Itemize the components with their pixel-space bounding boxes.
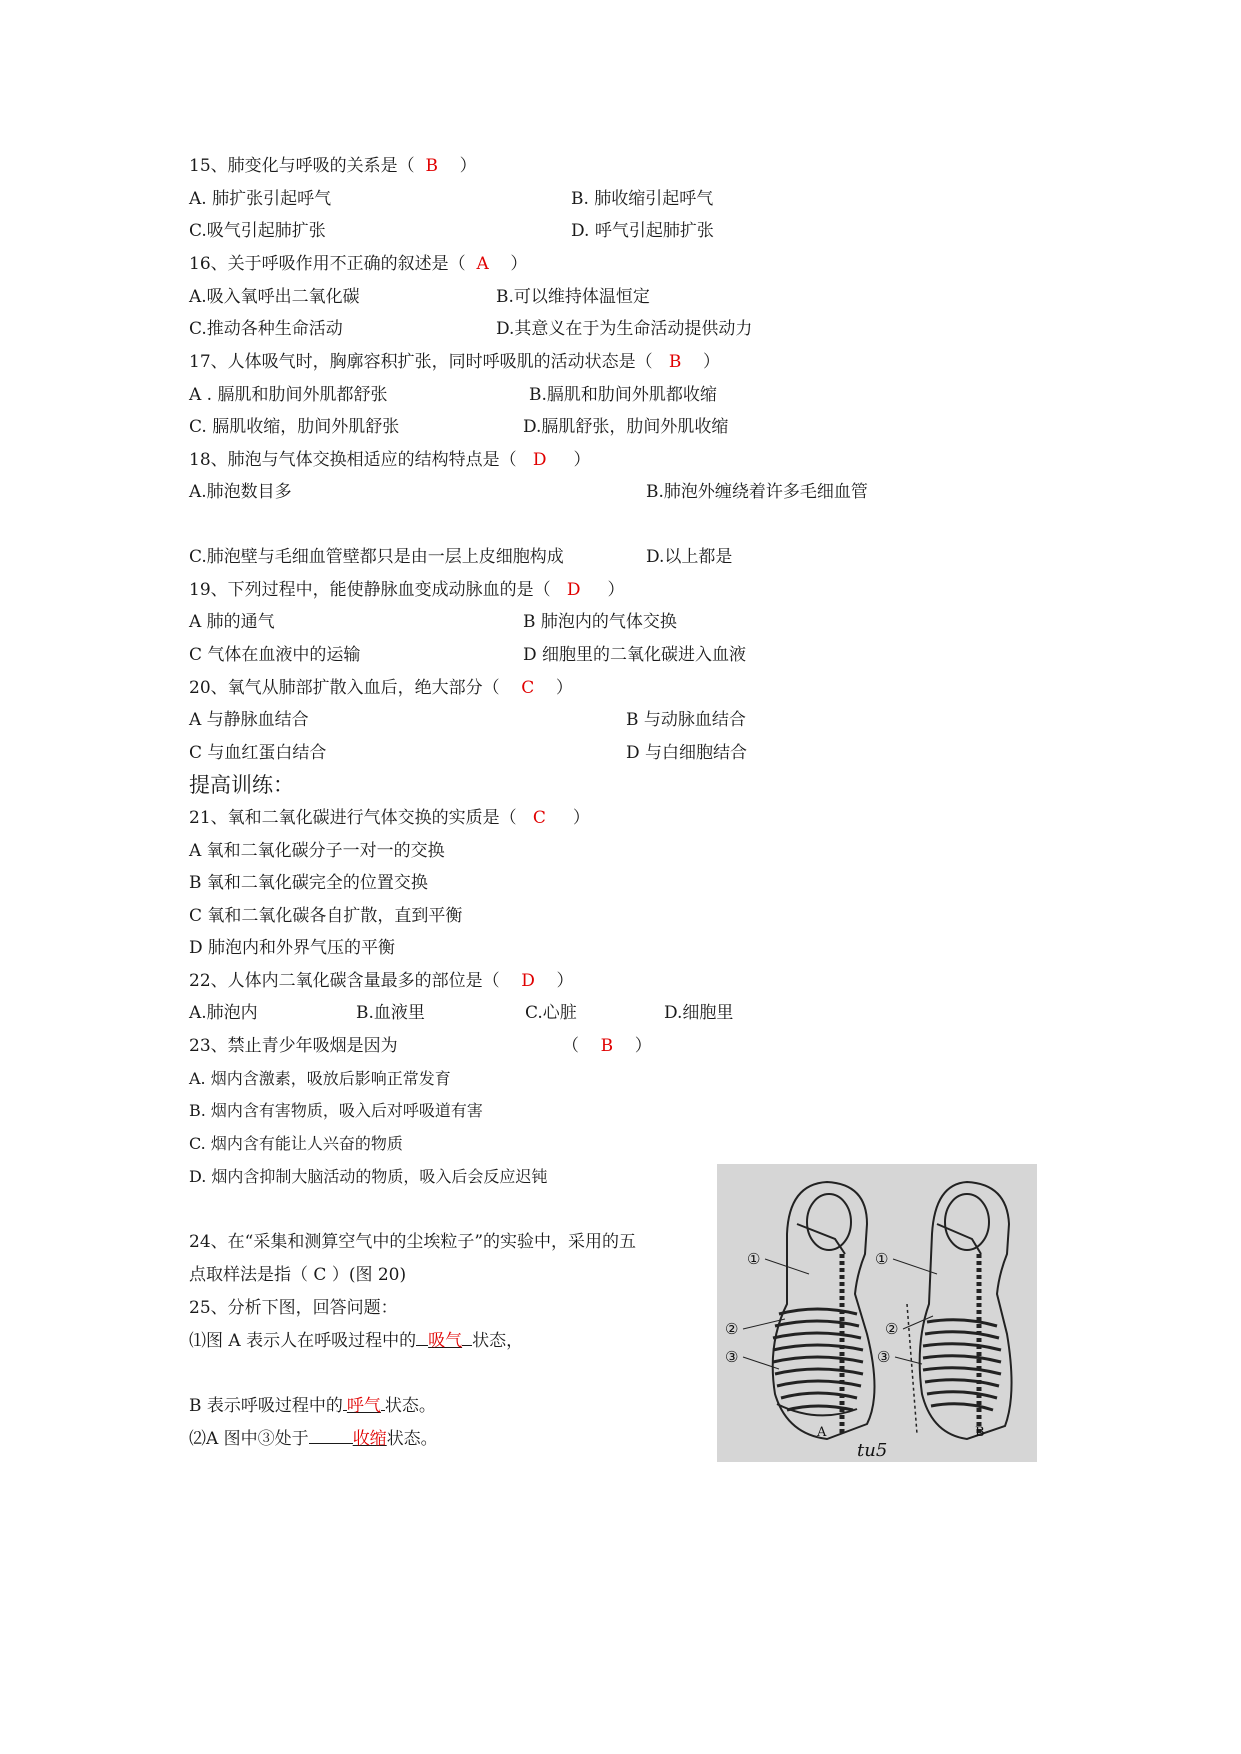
q18-option-b: B.肺泡外缠绕着许多毛细血管 [646,482,868,502]
q22-stem: 22、人体内二氧化碳含量最多的部位是（ D ） [189,971,574,991]
q16-option-b: B.可以维持体温恒定 [496,287,650,307]
q24-line1: 24、在“采集和测算空气中的尘埃粒子”的实验中，采用的五 [189,1232,637,1252]
breathing-diagram-svg [717,1164,1037,1462]
q20-option-c: C 与血红蛋白结合 [189,743,327,763]
q19-option-c: C 气体在血液中的运输 [189,645,361,665]
q15-option-c: C.吸气引起肺扩张 [189,221,326,241]
q18-answer: D [532,450,547,470]
q16-answer: A [476,254,489,274]
q24-line2: 点取样法是指（ C ）(图 20) [189,1265,407,1285]
q22-option-a: A.肺泡内 [189,1003,258,1023]
q19-option-a: A 肺的通气 [189,612,275,632]
q22-option-d: D.细胞里 [664,1003,734,1023]
q20-answer: C [521,678,535,698]
q21-option-d: D 肺泡内和外界气压的平衡 [189,938,396,958]
q20-option-d: D 与白细胞结合 [626,743,748,763]
q15-option-b: B. 肺收缩引起呼气 [571,189,714,209]
q22-option-c: C.心脏 [525,1003,577,1023]
marker-b-3: ③ [877,1348,891,1366]
q18-option-d: D.以上都是 [646,547,733,567]
marker-a-2: ② [725,1320,739,1338]
q19-answer: D [566,580,581,600]
q23-answer: B [600,1036,614,1056]
q25-answer-1: 吸气 [428,1331,463,1351]
marker-b-1: ① [875,1250,889,1268]
q17-option-c: C. 膈肌收缩，肋间外肌舒张 [189,417,400,437]
q18-option-c: C.肺泡壁与毛细血管壁都只是由一层上皮细胞构成 [189,547,564,567]
figure-label-b: B [975,1425,985,1440]
q23-option-a: A. 烟内含激素，吸放后影响正常发育 [189,1069,451,1088]
q21-option-a: A 氧和二氧化碳分子一对一的交换 [189,841,445,861]
q16-stem: 16、关于呼吸作用不正确的叙述是（ A ） [189,254,528,274]
q20-option-a: A 与静脉血结合 [189,710,309,730]
q21-stem: 21、氧和二氧化碳进行气体交换的实质是（ C ） [189,808,590,828]
q15-answer: B [425,156,438,176]
q19-option-d: D 细胞里的二氧化碳进入血液 [523,645,747,665]
q25-part2: ⑵A 图中③处于 收缩状态。 [189,1429,438,1449]
q18-option-a: A.肺泡数目多 [189,482,292,502]
q22-option-b: B.血液里 [356,1003,425,1023]
q17-option-b: B.膈肌和肋间外肌都收缩 [529,385,717,405]
section-title: 提高训练： [189,773,294,797]
q16-option-a: A.吸入氧呼出二氧化碳 [189,287,360,307]
q25-answer-2: 呼气 [346,1396,381,1416]
q17-stem: 17、人体吸气时，胸廓容积扩张，同时呼吸肌的活动状态是（ B ） [189,352,720,372]
q25-stem: 25、分析下图，回答问题： [189,1298,398,1318]
q19-option-b: B 肺泡内的气体交换 [523,612,677,632]
marker-a-1: ① [747,1250,761,1268]
marker-a-3: ③ [725,1348,739,1366]
q21-option-b: B 氧和二氧化碳完全的位置交换 [189,873,428,893]
q15-option-a: A. 肺扩张引起呼气 [189,189,332,209]
q22-answer: D [521,971,535,991]
q25-part1: ⑴图 A 表示人在呼吸过程中的 吸气 状态， [189,1331,524,1351]
q17-answer: B [668,352,682,372]
breathing-diagram [717,1164,1037,1462]
q19-stem: 19、下列过程中，能使静脉血变成动脉血的是（ D ） [189,580,625,600]
q21-answer: C [532,808,546,828]
q18-stem: 18、肺泡与气体交换相适应的结构特点是（ D ） [189,450,591,470]
q16-option-c: C.推动各种生命活动 [189,319,343,339]
q20-option-b: B 与动脉血结合 [626,710,746,730]
q23-stem: 23、禁止青少年吸烟是因为 [189,1036,398,1056]
q15-stem: 15、肺变化与呼吸的关系是（ B ） [189,156,477,176]
q23-option-d: D. 烟内含抑制大脑活动的物质，吸入后会反应迟钝 [189,1167,548,1186]
q17-option-a: A . 膈肌和肋间外肌都舒张 [189,385,388,405]
q21-option-c: C 氧和二氧化碳各自扩散，直到平衡 [189,906,463,926]
figure-label-a: A [817,1425,827,1440]
q25-part1b: B 表示呼吸过程中的 呼气 状态。 [189,1396,436,1416]
q20-stem: 20、氧气从肺部扩散入血后，绝大部分（ C ） [189,678,573,698]
q23-option-b: B. 烟内含有害物质，吸入后对呼吸道有害 [189,1101,483,1120]
q17-option-d: D.膈肌舒张，肋间外肌收缩 [523,417,729,437]
figure-handwriting: tu5 [857,1440,888,1461]
q25-answer-3: 收缩 [352,1429,387,1449]
q16-option-d: D.其意义在于为生命活动提供动力 [496,319,753,339]
marker-b-2: ② [885,1320,899,1338]
q23-answer-bracket: （ B ） [562,1036,652,1056]
q23-option-c: C. 烟内含有能让人兴奋的物质 [189,1134,403,1153]
q15-option-d: D. 呼气引起肺扩张 [571,221,714,241]
